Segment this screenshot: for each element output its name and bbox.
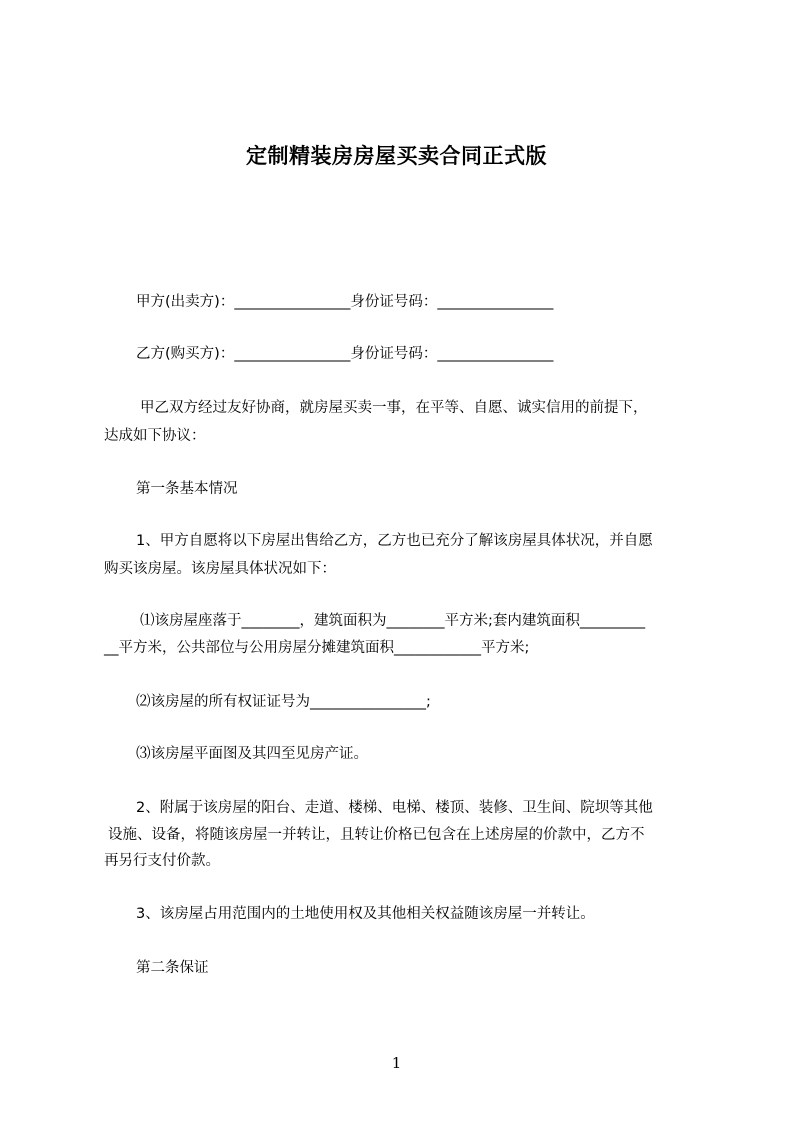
item-1-line-2: __平方米，公共部位与公用房屋分摊建筑面积____________平方米; <box>104 640 530 656</box>
clause-3-line: 3、该房屋占用范围内的土地使用权及其他相关权益随该房屋一并转让。 <box>136 906 595 922</box>
intro-paragraph-line-2: 达成如下协议： <box>104 428 206 444</box>
intro-paragraph-line-1: 甲乙双方经过友好协商，就房屋买卖一事，在平等、自愿、诚实信用的前提下， <box>140 400 648 416</box>
document-title: 定制精装房房屋买卖合同正式版 <box>246 144 547 168</box>
clause-2-line-3: 再另行支付价款。 <box>104 853 220 869</box>
article-1-heading: 第一条基本情况 <box>136 481 238 497</box>
item-2-line: ⑵该房屋的所有权证证号为________________; <box>136 694 431 710</box>
item-3-line: ⑶该房屋平面图及其四至见房产证。 <box>136 746 368 762</box>
item-1-line-1: ⑴该房屋座落于________，建筑面积为________平方米;套内建筑面积_________ <box>140 613 646 629</box>
article-2-heading: 第二条保证 <box>136 960 209 976</box>
page-number: 1 <box>391 1054 402 1072</box>
clause-2-line-2: 设施、设备，将随该房屋一并转让，且转让价格已包含在上述房屋的价款中，乙方不 <box>108 827 645 843</box>
seller-line: 甲方(出卖方)：________________身份证号码：________________ <box>136 294 554 310</box>
clause-2-line-1: 2、附属于该房屋的阳台、走道、楼梯、电梯、楼顶、装修、卫生间、院坝等其他 <box>136 800 653 816</box>
clause-1-line-1: 1、甲方自愿将以下房屋出售给乙方，乙方也已充分了解该房屋具体状况，并自愿 <box>136 533 653 549</box>
buyer-line: 乙方(购买方)：________________身份证号码：________________ <box>136 346 554 362</box>
clause-1-line-2: 购买该房屋。该房屋具体状况如下： <box>104 561 336 577</box>
